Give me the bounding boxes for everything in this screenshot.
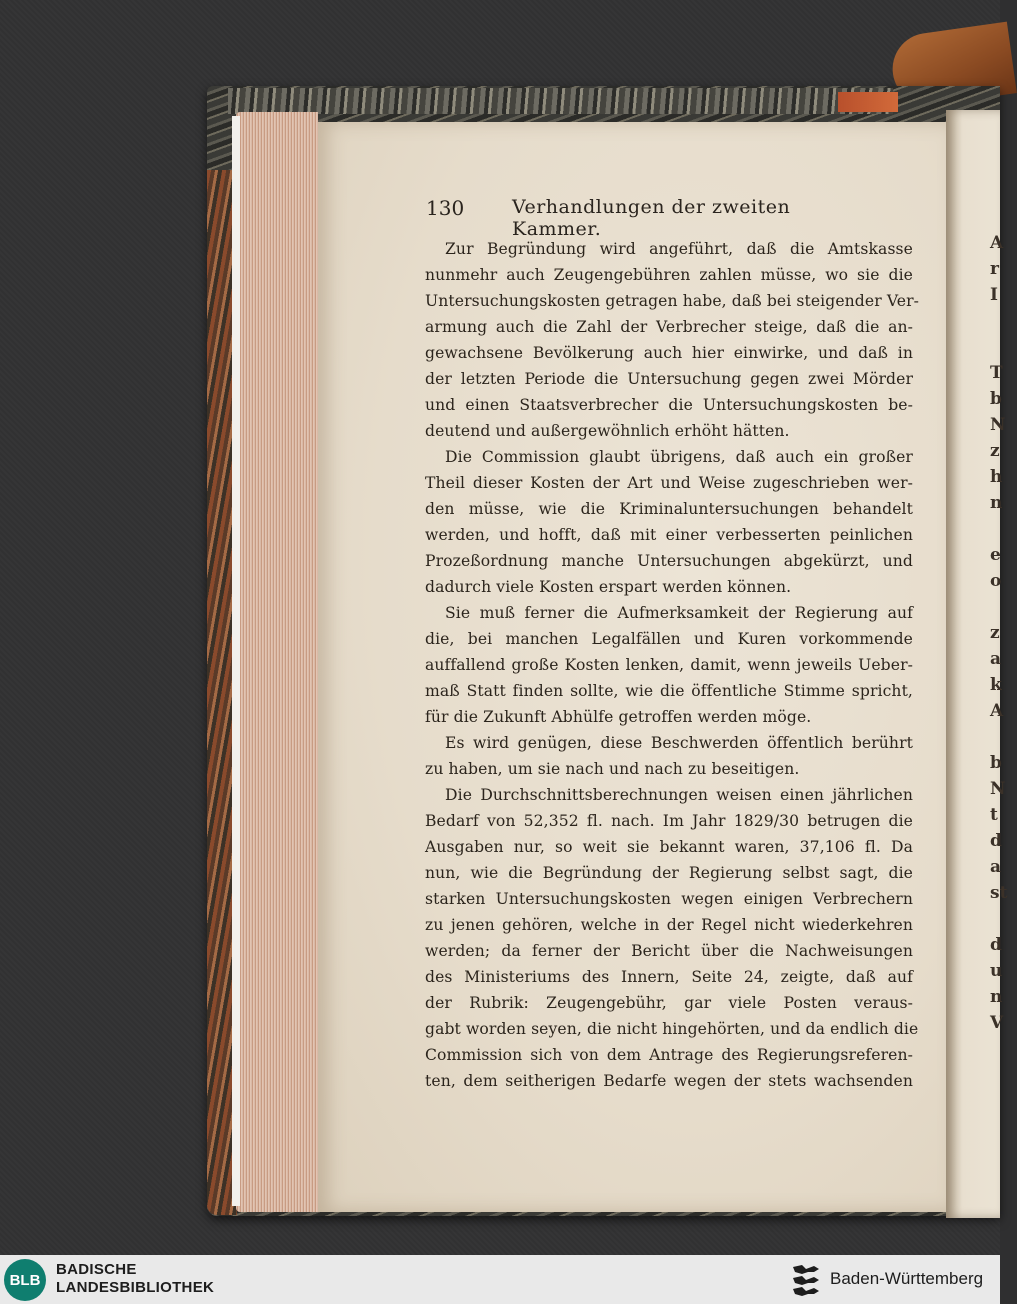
facing-fragment bbox=[990, 906, 1004, 932]
text-line: gabt worden seyen, die nicht hingehörten, und da endlich die bbox=[425, 1020, 919, 1038]
facing-fragment: e bbox=[990, 545, 1001, 565]
facing-fragment bbox=[990, 308, 1004, 334]
library-name-line1: BADISCHE bbox=[56, 1261, 137, 1278]
facing-fragment: n bbox=[990, 987, 1003, 1007]
text-line: und einen Staatsverbrecher die Untersuchungskosten be- bbox=[425, 396, 913, 414]
text-line: die, bei manchen Legalfällen und Kuren vorkommende bbox=[425, 630, 913, 648]
page-number: 130 bbox=[426, 196, 465, 220]
library-name-line2: LANDESBIBLIOTHEK bbox=[56, 1279, 215, 1296]
facing-fragment: b bbox=[990, 753, 1002, 773]
text-line: Ausgaben nur, so weit sie bekannt waren, 37,106 fl. Da bbox=[425, 838, 913, 856]
facing-fragment: k bbox=[990, 675, 1002, 695]
text-line: Theil dieser Kosten der Art und Weise zugeschrieben wer- bbox=[425, 474, 913, 492]
facing-fragment: a bbox=[990, 649, 1002, 669]
text-line: für die Zukunft Abhülfe getroffen werden möge. bbox=[425, 708, 812, 726]
text-line: dadurch viele Kosten erspart werden können. bbox=[425, 578, 792, 596]
text-line: Commission sich von dem Antrage des Regierungsreferen- bbox=[425, 1046, 913, 1064]
facing-fragment: N bbox=[990, 779, 1006, 799]
state-name[interactable]: Baden-Württemberg bbox=[830, 1269, 984, 1288]
text-line: werden; da ferner der Bericht über die Nachweisungen bbox=[425, 942, 913, 960]
text-line: Die Durchschnittsberechnungen weisen einen jährlichen bbox=[445, 786, 913, 804]
text-line: der letzten Periode die Untersuchung gegen zwei Mörder bbox=[425, 370, 913, 388]
lions-crest-icon[interactable] bbox=[790, 1263, 822, 1297]
facing-fragment bbox=[990, 724, 1004, 750]
facing-fragment: z bbox=[990, 623, 1000, 643]
text-line: Die Commission glaubt übrigens, daß auch ein großer bbox=[445, 448, 913, 466]
text-line: auffallend große Kosten lenken, damit, wenn jeweils Ueber- bbox=[425, 656, 913, 674]
text-line: Prozeßordnung manche Untersuchungen abgekürzt, und bbox=[425, 552, 913, 570]
text-line: werden, und hofft, daß mit einer verbesserten peinlichen bbox=[425, 526, 913, 544]
facing-fragment: h bbox=[990, 467, 1003, 487]
facing-fragment: d bbox=[990, 831, 1002, 851]
blb-logo[interactable]: BLB bbox=[4, 1259, 46, 1301]
text-line: zu haben, um sie nach und nach zu beseitigen. bbox=[425, 760, 800, 778]
facing-fragment: A bbox=[990, 701, 1004, 721]
library-footer bbox=[0, 1255, 1000, 1304]
text-line: Zur Begründung wird angeführt, daß die Amtskasse bbox=[445, 240, 913, 258]
text-line: armung auch die Zahl der Verbrecher steige, daß die an- bbox=[425, 318, 913, 336]
text-line: gewachsene Bevölkerung auch hier einwirke, und daß in bbox=[425, 344, 913, 362]
cover-top-marbling bbox=[228, 88, 893, 114]
text-line: nun, wie die Begründung der Regierung selbst sagt, die bbox=[425, 864, 913, 882]
facing-fragment bbox=[990, 334, 1004, 360]
facing-fragment bbox=[990, 594, 1004, 620]
text-line: den müsse, wie die Kriminaluntersuchungen behandelt bbox=[425, 500, 913, 518]
facing-fragment: u bbox=[990, 961, 1003, 981]
text-line: deutend und außergewöhnlich erhöht hätten. bbox=[425, 422, 790, 440]
page-stack bbox=[236, 112, 318, 1212]
facing-fragment: I bbox=[990, 285, 998, 305]
facing-fragment bbox=[990, 516, 1004, 542]
facing-fragment: V bbox=[990, 1013, 1004, 1033]
facing-fragment: z bbox=[990, 441, 1000, 461]
page-stack-highlight bbox=[232, 116, 240, 1206]
running-header bbox=[426, 196, 830, 240]
text-line: starken Untersuchungskosten wegen einigen Verbrechern bbox=[425, 890, 913, 908]
facing-page-text bbox=[990, 230, 1008, 1036]
facing-fragment: N bbox=[990, 415, 1006, 435]
text-line: nunmehr auch Zeugengebühren zahlen müsse, wo sie die bbox=[425, 266, 913, 284]
text-line: ten, dem seitherigen Bedarfe wegen der stets wachsenden bbox=[425, 1072, 913, 1090]
library-name[interactable] bbox=[56, 1261, 214, 1297]
body-text bbox=[425, 236, 920, 1094]
text-line: der Rubrik: Zeugengebühr, gar viele Posten veraus- bbox=[425, 994, 913, 1012]
facing-fragment: t bbox=[990, 805, 998, 825]
facing-fragment: b bbox=[990, 389, 1002, 409]
red-page-edge bbox=[838, 92, 898, 112]
facing-fragment: A bbox=[990, 233, 1004, 253]
facing-fragment: d bbox=[990, 935, 1002, 955]
facing-fragment: st bbox=[990, 883, 1008, 903]
text-line: Es wird genügen, diese Beschwerden öffentlich berührt bbox=[445, 734, 913, 752]
text-line: des Ministeriums des Innern, Seite 24, zeigte, daß auf bbox=[425, 968, 913, 986]
text-line: zu jenen gehören, welche in der Regel nicht wiederkehren bbox=[425, 916, 913, 934]
facing-fragment: a bbox=[990, 857, 1002, 877]
facing-fragment: n bbox=[990, 493, 1003, 513]
running-title: Verhandlungen der zweiten Kammer. bbox=[512, 196, 791, 240]
facing-fragment: r bbox=[990, 259, 999, 279]
text-line: maß Statt finden sollte, wie die öffentliche Stimme spricht, bbox=[425, 682, 913, 700]
text-line: Sie muß ferner die Aufmerksamkeit der Regierung auf bbox=[445, 604, 913, 622]
facing-fragment: T bbox=[990, 363, 1003, 383]
facing-fragment: o bbox=[990, 571, 1002, 591]
text-line: Bedarf von 52,352 fl. nach. Im Jahr 1829/30 betrugen die bbox=[425, 812, 913, 830]
text-line: Untersuchungskosten getragen habe, daß bei steigender Ver- bbox=[425, 292, 920, 310]
